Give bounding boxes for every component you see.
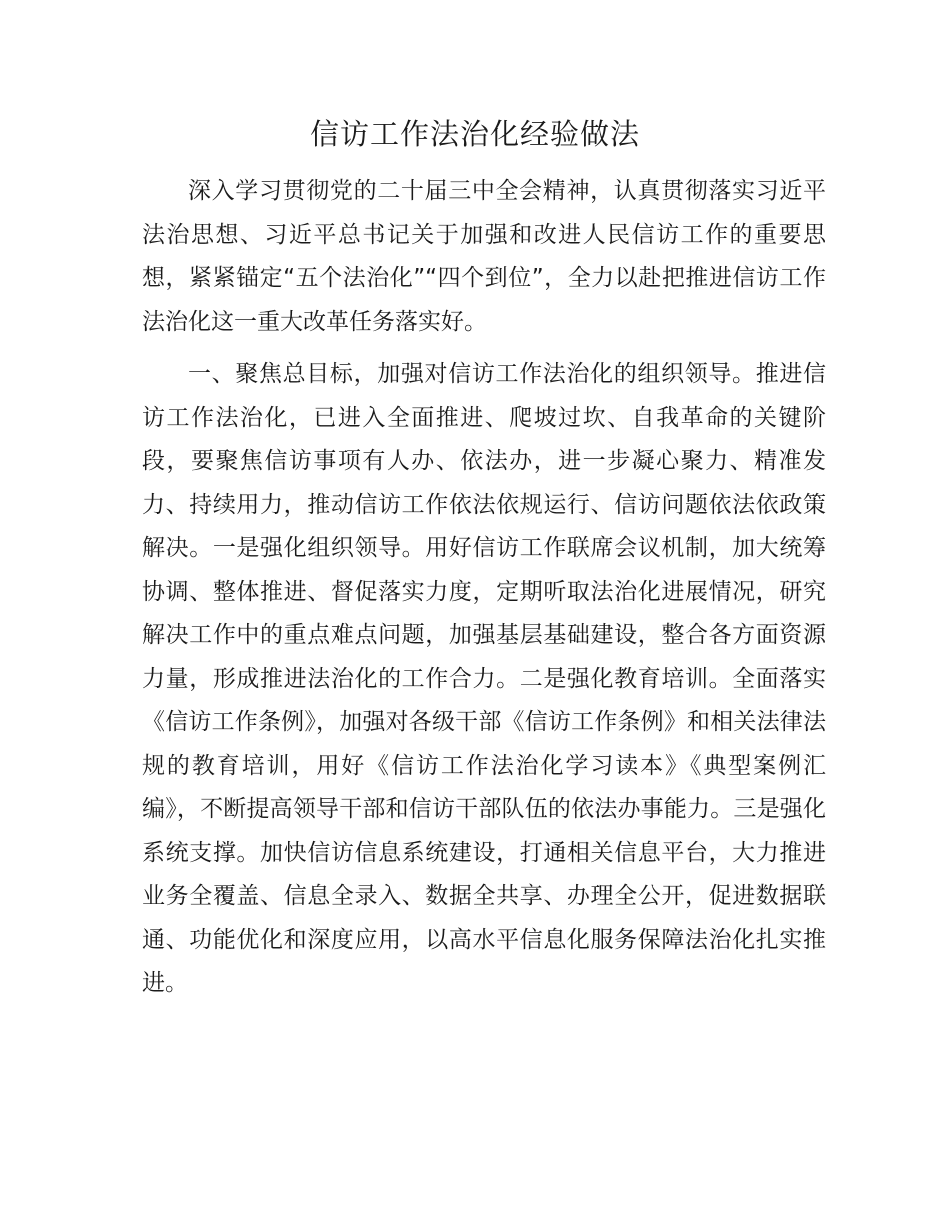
document-body [142,170,826,1006]
paragraph-intro: 深入学习贯彻党的二十届三中全会精神，认真贯彻落实习近平法治思想、习近平总书记关于加强和改进人民信访工作的重要思想，紧紧锚定“五个法治化”“四个到位”，全力以赴把推进信访工作法治化这一重大改革任务落实好。 [142,178,826,335]
document-title: 信访工作法治化经验做法 [309,117,640,151]
paragraph-section-one: 一、聚焦总目标，加强对信访工作法治化的组织领导。推进信访工作法治化，已进入全面推进、爬坡过坎、自我革命的关键阶段，要聚焦信访事项有人办、依法办，进一步凝心聚力、精准发力、持续用力，推动信访工作依法依规运行、信访问题依法依政策解决。一是强化组织领导。用好信访工作联席会议机制，加大统筹协调、整体推进、督促落实力度，定期听取法治化进展情况，研究解决工作中的重点难点问题，加强基层基础建设，整合各方面资源力量，形成推进法治化的工作合力。二是强化教育培训。全面落实《信访工作条例》，加强对各级干部《信访工作条例》和相关法律法规的教育培训，用好《信访工作法治化学习读本》《典型案例汇编》，不断提高领导干部和信访干部队伍的依法办事能力。三是强化系统支撑。加快信访信息系统建设，打通相关信息平台，大力推进业务全覆盖、信息全录入、数据全共享、办理全公开，促进数据联通、功能优化和深度应用，以高水平信息化服务保障法治化扎实推进。 [142,361,826,996]
